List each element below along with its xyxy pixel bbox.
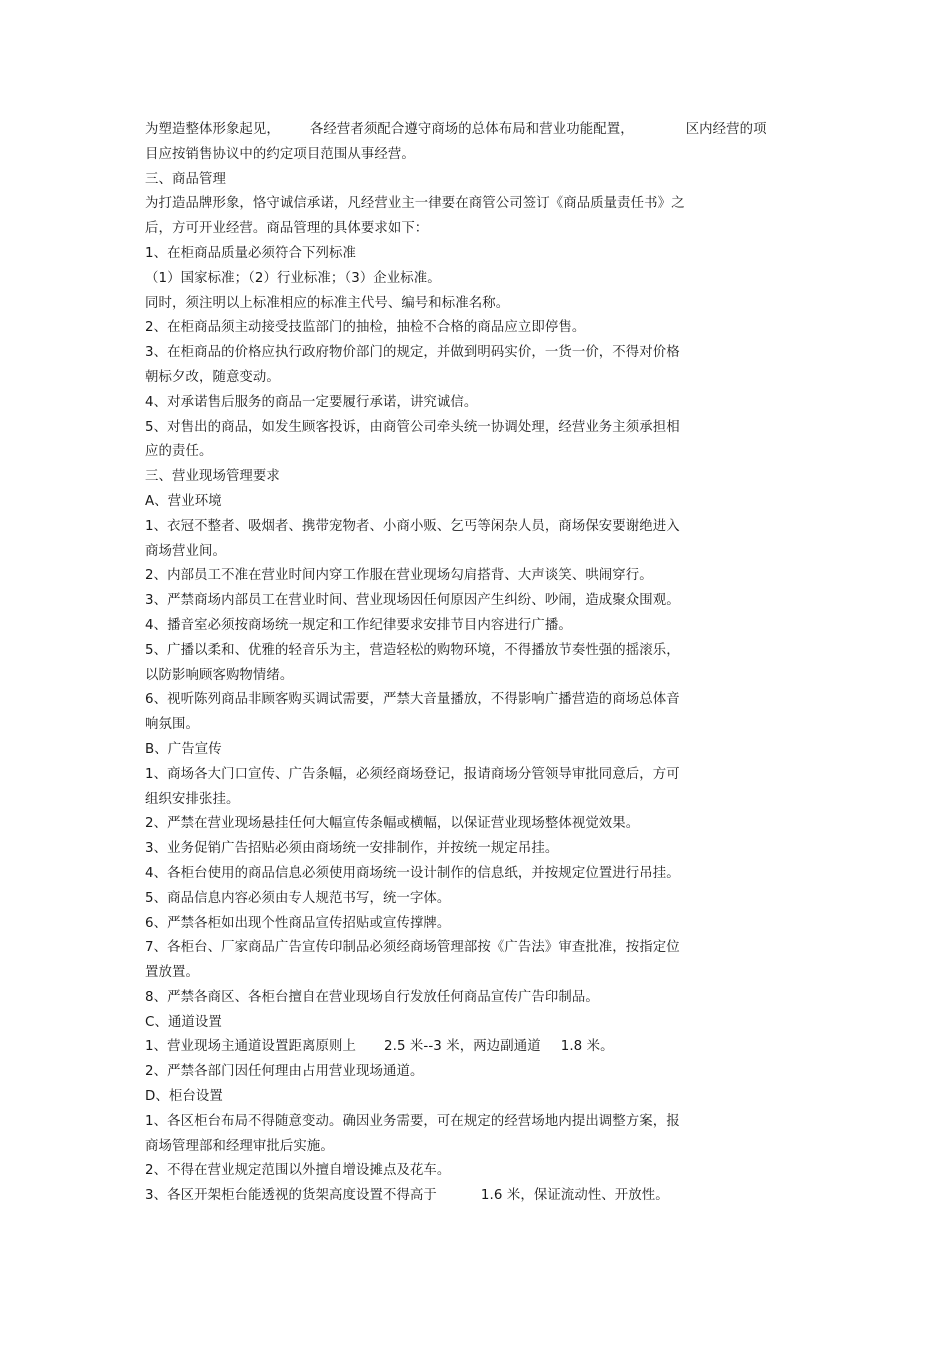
paragraph-line: 3、在柜商品的价格应执行政府物价部门的规定，并做到明码实价，一货一价，不得对价格 xyxy=(145,345,680,361)
paragraph-line: 1、各区柜台布局不得随意变动。确因业务需要，可在规定的经营场地内提出调整方案，报 xyxy=(145,1113,680,1129)
paragraph-line: 同时，须注明以上标准相应的标准主代号、编号和标准名称。 xyxy=(145,295,510,311)
document-body xyxy=(145,118,767,1209)
paragraph-line: 4、对承诺售后服务的商品一定要履行承诺，讲究诚信。 xyxy=(145,394,478,410)
paragraph-line: 应的责任。 xyxy=(145,444,213,460)
paragraph-line: 2、不得在营业规定范围以外擅自增设摊点及花车。 xyxy=(145,1163,451,1179)
paragraph-line: 3、业务促销广告招贴必须由商场统一安排制作，并按统一规定吊挂。 xyxy=(145,841,559,857)
paragraph-line: 6、视听陈列商品非顾客购买调试需要，严禁大音量播放，不得影响广播营造的商场总体音 xyxy=(145,692,680,708)
paragraph-line: 4、播音室必须按商场统一规定和工作纪律要求安排节目内容进行广播。 xyxy=(145,617,572,633)
paragraph-line: 5、对售出的商品，如发生顾客投诉，由商管公司牵头统一协调处理，经营业务主须承担相 xyxy=(145,419,680,435)
paragraph-line: 商场管理部和经理审批后实施。 xyxy=(145,1138,334,1154)
subsection-heading: B、广告宣传 xyxy=(145,741,222,757)
paragraph-line: 组织安排张挂。 xyxy=(145,791,240,807)
paragraph-line xyxy=(145,1035,745,1060)
paragraph-line: 6、严禁各柜如出现个性商品宣传招贴或宣传撑牌。 xyxy=(145,915,451,931)
paragraph-line: 8、严禁各商区、各柜台擅自在营业现场自行发放任何商品宣传广告印制品。 xyxy=(145,989,599,1005)
paragraph-line xyxy=(145,1184,745,1209)
subsection-heading: D、柜台设置 xyxy=(145,1089,223,1105)
paragraph-line: 2、内部员工不准在营业时间内穿工作服在营业现场勾肩搭背、大声谈笑、哄闹穿行。 xyxy=(145,568,653,584)
paragraph-line: 3、严禁商场内部员工在营业时间、营业现场因任何原因产生纠纷、吵闹，造成聚众围观。 xyxy=(145,593,680,609)
paragraph-line: 5、商品信息内容必须由专人规范书写，统一字体。 xyxy=(145,890,451,906)
paragraph-line: 以防影响顾客购物情绪。 xyxy=(145,667,294,683)
paragraph-line: 2、严禁各部门因任何理由占用营业现场通道。 xyxy=(145,1064,424,1080)
paragraph-line: 商场营业间。 xyxy=(145,543,226,559)
text-segment: 1、营业现场主通道设置距离原则上 xyxy=(145,1039,356,1055)
section-heading: 三、商品管理 xyxy=(145,171,226,187)
section-heading: 三、营业现场管理要求 xyxy=(145,469,280,485)
paragraph-line: 2、在柜商品须主动接受技监部门的抽检，抽检不合格的商品应立即停售。 xyxy=(145,320,586,336)
paragraph-line: 朝标夕改，随意变动。 xyxy=(145,369,280,385)
text-segment: 区内经营的项 xyxy=(685,122,767,137)
paragraph-line: 后，方可开业经营。商品管理的具体要求如下： xyxy=(145,221,429,237)
paragraph-line: 7、各柜台、厂家商品广告宣传印制品必须经商场管理部按《广告法》审查批准，按指定位 xyxy=(145,940,680,956)
paragraph-line: 1、商场各大门口宣传、广告条幅，必须经商场登记，报请商场分管领导审批同意后，方可 xyxy=(145,766,680,782)
subsection-heading: C、通道设置 xyxy=(145,1014,222,1030)
paragraph-line: 2、严禁在营业现场悬挂任何大幅宣传条幅或横幅，以保证营业现场整体视觉效果。 xyxy=(145,816,640,832)
text-segment: 1.8 米。 xyxy=(560,1039,614,1055)
paragraph-line: 1、衣冠不整者、吸烟者、携带宠物者、小商小贩、乞丐等闲杂人员，商场保安要谢绝进入 xyxy=(145,518,680,534)
text-segment: 各经营者须配合遵守商场的总体布局和营业功能配置， xyxy=(309,122,634,137)
text-segment: 1.6 米，保证流动性、开放性。 xyxy=(480,1188,669,1204)
paragraph-line: 响氛围。 xyxy=(145,717,199,733)
paragraph-line xyxy=(145,118,805,143)
text-segment: 为塑造整体形象起见， xyxy=(145,122,280,137)
paragraph-line: 为打造品牌形象，恪守诚信承诺，凡经营业主一律要在商管公司签订《商品质量责任书》之 xyxy=(145,196,685,212)
text-segment: 2.5 米--3 米，两边副通道 xyxy=(383,1039,541,1055)
paragraph-line: 目应按销售协议中的约定项目范围从事经营。 xyxy=(145,146,415,162)
paragraph-line: （1）国家标准；（2）行业标准；（3）企业标准。 xyxy=(145,270,441,286)
paragraph-line: 1、在柜商品质量必须符合下列标准 xyxy=(145,245,356,261)
text-segment: 3、各区开架柜台能透视的货架高度设置不得高于 xyxy=(145,1188,437,1204)
paragraph-line: 5、广播以柔和、优雅的轻音乐为主，营造轻松的购物环境，不得播放节奏性强的摇滚乐， xyxy=(145,642,680,658)
subsection-heading: A、营业环境 xyxy=(145,493,222,509)
paragraph-line: 置放置。 xyxy=(145,965,199,981)
paragraph-line: 4、各柜台使用的商品信息必须使用商场统一设计制作的信息纸，并按规定位置进行吊挂。 xyxy=(145,865,680,881)
